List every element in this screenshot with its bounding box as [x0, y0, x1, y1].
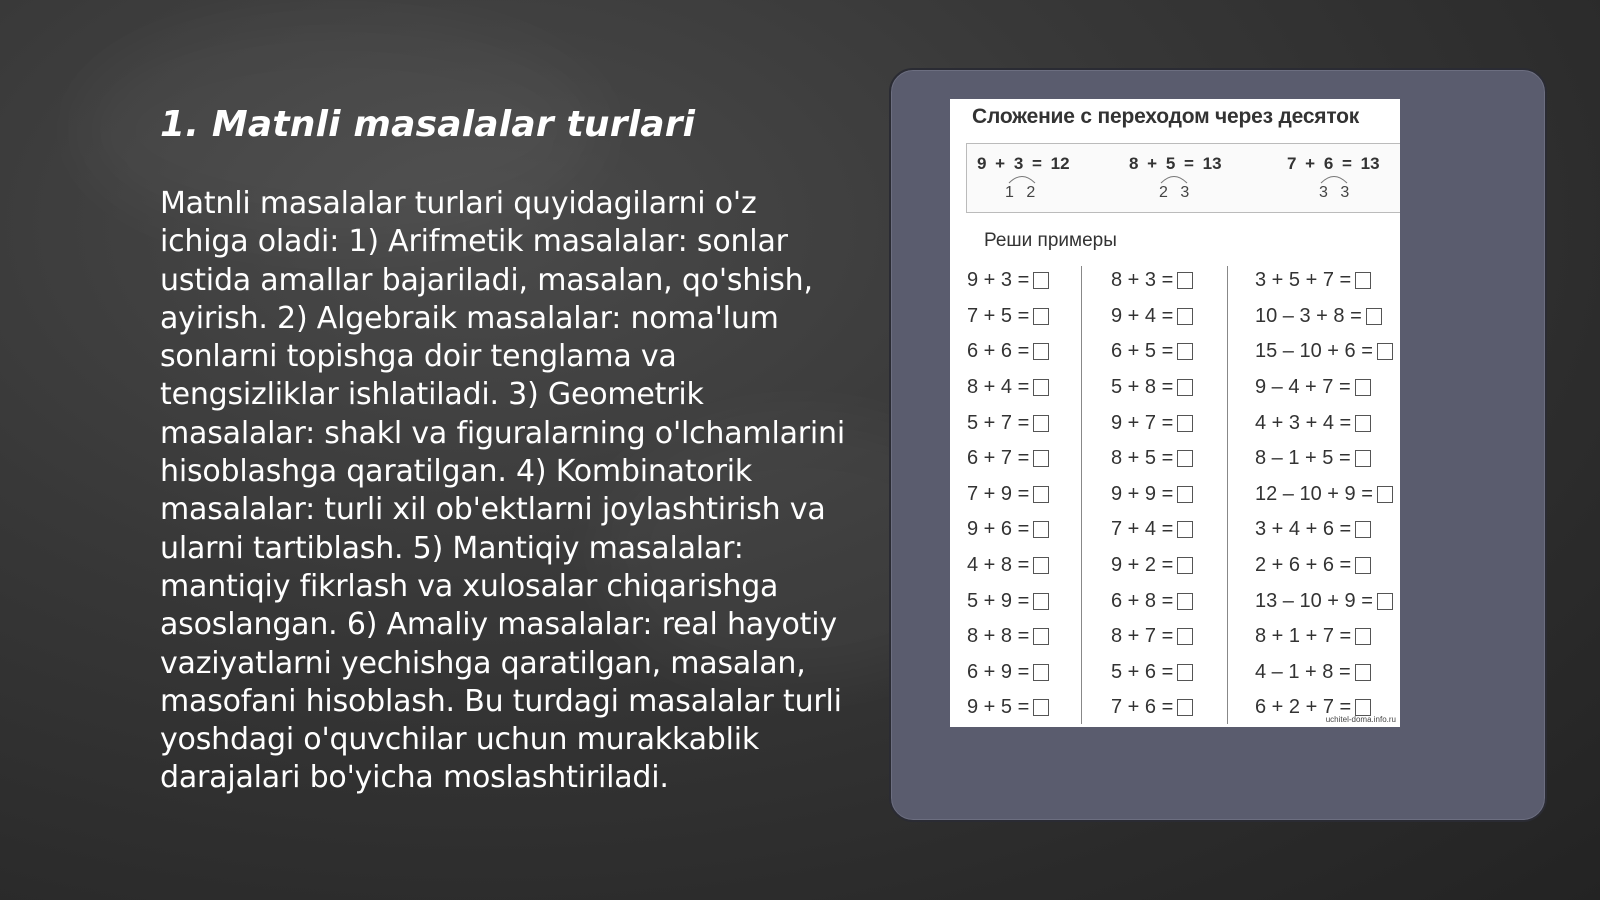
problem-row: [967, 370, 1049, 406]
problem-expression: 13 – 10 + 9 =: [1255, 589, 1373, 612]
answer-box: [1033, 664, 1049, 681]
problem-row: [1255, 583, 1393, 619]
answer-box: [1355, 699, 1371, 716]
answer-box: [1355, 664, 1371, 681]
problem-expression: 9 + 6 =: [967, 518, 1030, 541]
problem-row: [1255, 619, 1393, 655]
answer-box: [1033, 486, 1049, 503]
answer-box: [1355, 272, 1371, 289]
problem-row: [1111, 690, 1193, 726]
problem-column-1: [967, 263, 1049, 726]
answer-box: [1177, 450, 1193, 467]
problem-row: [1255, 655, 1393, 691]
problem-expression: 3 + 4 + 6 =: [1255, 518, 1352, 541]
answer-box: [1177, 379, 1193, 396]
problem-expression: 6 + 5 =: [1111, 340, 1174, 363]
problem-expression: 7 + 4 =: [1111, 518, 1174, 541]
problem-row: [1255, 477, 1393, 513]
problem-column-3: [1255, 263, 1393, 726]
problem-row: [967, 334, 1049, 370]
example-split: 1 2: [1005, 184, 1036, 201]
column-divider: [1227, 266, 1228, 724]
problem-row: [1111, 512, 1193, 548]
problem-expression: 2 + 6 + 6 =: [1255, 554, 1352, 577]
problem-expression: 9 + 9 =: [1111, 482, 1174, 505]
problem-expression: 5 + 9 =: [967, 589, 1030, 612]
answer-box: [1033, 379, 1049, 396]
split-arc-icon: [1007, 174, 1037, 184]
problem-row: [967, 441, 1049, 477]
answer-box: [1033, 557, 1049, 574]
answer-box: [1355, 379, 1371, 396]
problem-column-2: [1111, 263, 1193, 726]
problem-row: [1255, 334, 1393, 370]
problem-row: [1111, 548, 1193, 584]
slide-title: 1. Matnli masalalar turlari: [160, 104, 696, 145]
answer-box: [1033, 272, 1049, 289]
problem-expression: 8 + 3 =: [1111, 269, 1174, 292]
answer-box: [1177, 343, 1193, 360]
problem-expression: 6 + 2 + 7 =: [1255, 696, 1352, 719]
problem-row: [1255, 512, 1393, 548]
slide-body-text: Matnli masalalar turlari quyidagilarni o'z ichiga oladi: 1) Arifmetik masalalar: sonlar ustida amallar bajariladi, masalan, qo'shish, ayirish. 2) Algebraik masalalar: noma'lum sonlarni topishga doir tenglama va tengsizliklar ishlatiladi. 3) Geometrik masalalar: shakl va figuralarning o'lchamlarini hisoblashga qaratilgan. 4) Kombinatorik masalalar: turli xil ob'ektlarni joylashtirish va ularni tartiblash. 5) Mantiqiy masalalar: mantiqiy fikrlash va xulosalar chiqarishga asoslangan. 6) Amaliy masalalar: real hayotiy vaziyatlarni yechishga qaratilgan, masalan, masofani hisoblash. Bu turdagi masalalar turli yoshdagi o'quvchilar uchun murakkablik darajalari bo'yicha moslashtiriladi.: [160, 186, 845, 796]
problem-row: [1111, 370, 1193, 406]
answer-box: [1033, 593, 1049, 610]
problem-row: [1255, 548, 1393, 584]
problem-expression: 7 + 6 =: [1111, 696, 1174, 719]
problem-row: [1111, 655, 1193, 691]
worksheet-image: [950, 99, 1400, 727]
problem-expression: 7 + 9 =: [967, 482, 1030, 505]
problem-expression: 9 + 4 =: [1111, 304, 1174, 327]
problem-expression: 8 + 1 + 7 =: [1255, 625, 1352, 648]
problem-row: [1255, 405, 1393, 441]
answer-box: [1033, 343, 1049, 360]
problem-expression: 9 + 3 =: [967, 269, 1030, 292]
problem-row: [1255, 441, 1393, 477]
problem-expression: 9 + 7 =: [1111, 411, 1174, 434]
problem-row: [1111, 263, 1193, 299]
answer-box: [1377, 593, 1393, 610]
problem-row: [1111, 334, 1193, 370]
problem-row: [967, 263, 1049, 299]
answer-box: [1355, 521, 1371, 538]
worksheet-instruction: Реши примеры: [984, 230, 1117, 251]
problem-expression: 8 + 5 =: [1111, 447, 1174, 470]
answer-box: [1033, 450, 1049, 467]
answer-box: [1033, 699, 1049, 716]
problem-expression: 5 + 8 =: [1111, 376, 1174, 399]
problem-expression: 7 + 5 =: [967, 304, 1030, 327]
problem-row: [967, 299, 1049, 335]
problem-expression: 6 + 7 =: [967, 447, 1030, 470]
answer-box: [1033, 521, 1049, 538]
problem-row: [1111, 299, 1193, 335]
answer-box: [1033, 628, 1049, 645]
answer-box: [1177, 308, 1193, 325]
problem-expression: 4 – 1 + 8 =: [1255, 660, 1351, 683]
problem-expression: 9 – 4 + 7 =: [1255, 376, 1351, 399]
problem-row: [1111, 405, 1193, 441]
answer-box: [1177, 593, 1193, 610]
example-equation: 9 + 3 = 12: [977, 154, 1070, 173]
problem-row: [1255, 299, 1393, 335]
problem-expression: 6 + 6 =: [967, 340, 1030, 363]
answer-box: [1177, 664, 1193, 681]
answer-box: [1033, 415, 1049, 432]
answer-box: [1355, 557, 1371, 574]
problem-expression: 9 + 5 =: [967, 696, 1030, 719]
answer-box: [1377, 486, 1393, 503]
answer-box: [1355, 450, 1371, 467]
problem-row: [1111, 619, 1193, 655]
answer-box: [1177, 486, 1193, 503]
answer-box: [1355, 415, 1371, 432]
examples-box: [966, 143, 1400, 213]
problem-row: [967, 619, 1049, 655]
problem-row: [1255, 263, 1393, 299]
problem-row: [1111, 441, 1193, 477]
answer-box: [1177, 699, 1193, 716]
answer-box: [1177, 521, 1193, 538]
problem-expression: 9 + 2 =: [1111, 554, 1174, 577]
problem-row: [1255, 370, 1393, 406]
problem-expression: 8 + 4 =: [967, 376, 1030, 399]
problem-row: [967, 690, 1049, 726]
problem-expression: 4 + 3 + 4 =: [1255, 411, 1352, 434]
split-arc-icon: [1159, 174, 1189, 184]
problem-expression: 15 – 10 + 6 =: [1255, 340, 1373, 363]
answer-box: [1366, 308, 1382, 325]
problem-expression: 12 – 10 + 9 =: [1255, 482, 1373, 505]
problem-expression: 6 + 8 =: [1111, 589, 1174, 612]
problem-expression: 8 – 1 + 5 =: [1255, 447, 1351, 470]
problem-expression: 5 + 6 =: [1111, 660, 1174, 683]
problem-expression: 5 + 7 =: [967, 411, 1030, 434]
split-arc-icon: [1319, 174, 1349, 184]
problem-row: [1111, 583, 1193, 619]
problem-row: [967, 548, 1049, 584]
answer-box: [1177, 628, 1193, 645]
problem-row: [967, 583, 1049, 619]
problem-expression: 3 + 5 + 7 =: [1255, 269, 1352, 292]
answer-box: [1033, 308, 1049, 325]
problem-row: [967, 512, 1049, 548]
problem-expression: 10 – 3 + 8 =: [1255, 304, 1362, 327]
problem-row: [967, 405, 1049, 441]
problem-expression: 8 + 8 =: [967, 625, 1030, 648]
problem-row: [1111, 477, 1193, 513]
answer-box: [1177, 272, 1193, 289]
problem-expression: 8 + 7 =: [1111, 625, 1174, 648]
problem-expression: 4 + 8 =: [967, 554, 1030, 577]
answer-box: [1355, 628, 1371, 645]
worksheet-watermark: uchitel-doma.info.ru: [1325, 715, 1396, 724]
example-equation: 7 + 6 = 13: [1287, 154, 1380, 173]
answer-box: [1177, 557, 1193, 574]
example-split: 2 3: [1159, 184, 1190, 201]
worksheet-title: Сложение с переходом через десяток: [972, 105, 1360, 128]
problem-row: [967, 477, 1049, 513]
example-split: 3 3: [1319, 184, 1350, 201]
problem-expression: 6 + 9 =: [967, 660, 1030, 683]
answer-box: [1377, 343, 1393, 360]
problem-row: [967, 655, 1049, 691]
example-equation: 8 + 5 = 13: [1129, 154, 1222, 173]
answer-box: [1177, 415, 1193, 432]
column-divider: [1081, 266, 1082, 724]
